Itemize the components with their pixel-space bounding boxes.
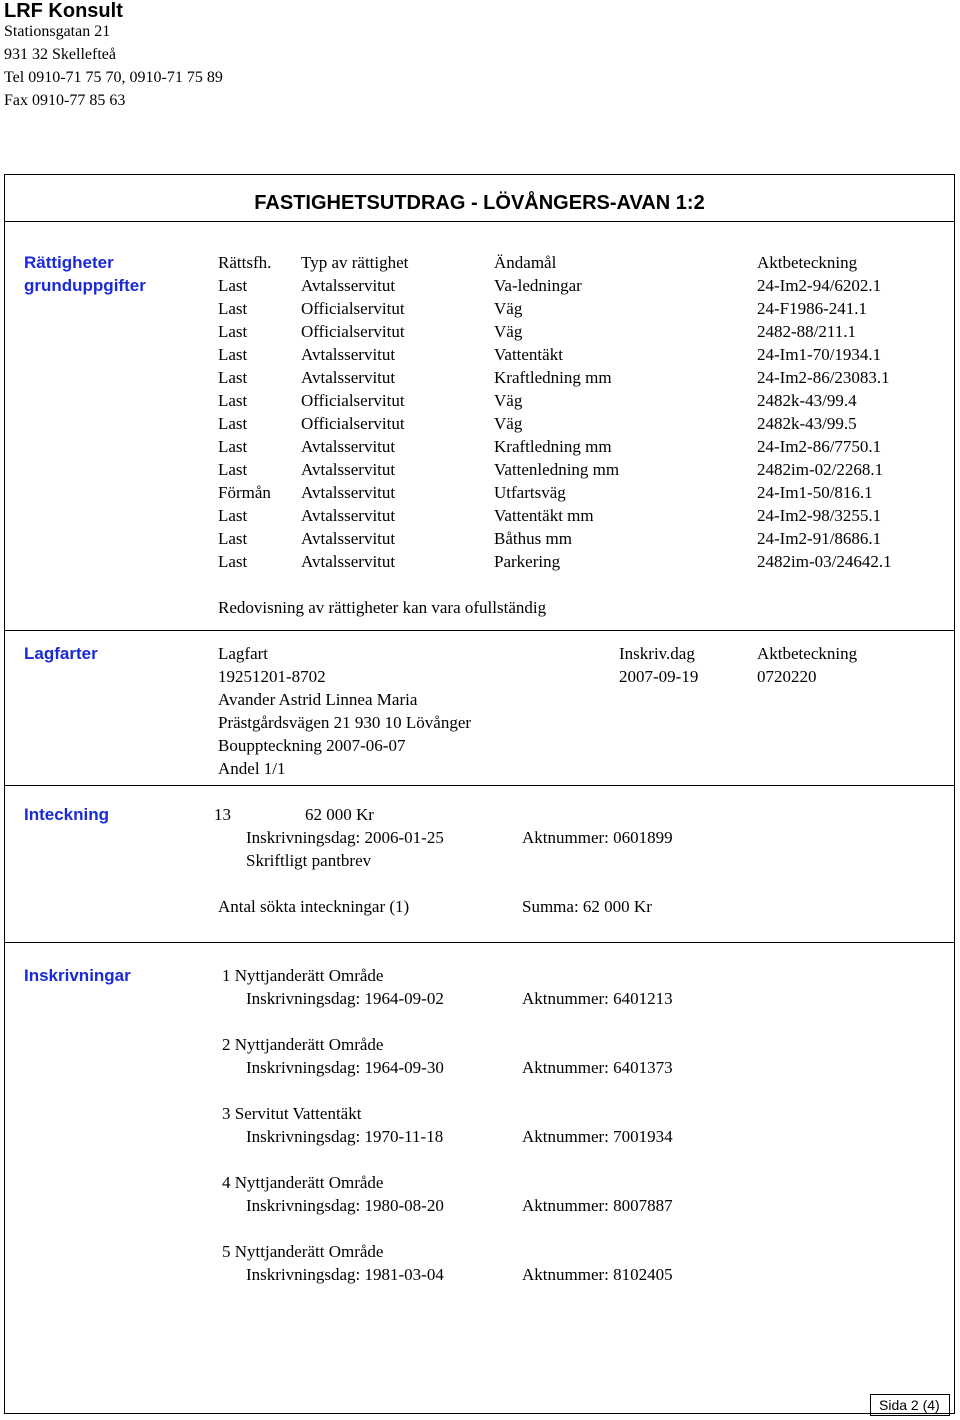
rattsfh-cell: Last — [218, 460, 248, 479]
table-row — [0, 322, 960, 345]
inskrivning-date: Inskrivningsdag: 1964-09-30 — [246, 1058, 444, 1077]
inskrivning-aktnummer: Aktnummer: 8102405 — [522, 1265, 673, 1284]
andamal-cell: Båthus mm — [494, 529, 572, 548]
grunduppgifter-label: grunduppgifter — [24, 276, 146, 295]
andamal-cell: Kraftledning mm — [494, 437, 612, 456]
antal-inteckningar: Antal sökta inteckningar (1) — [218, 897, 410, 916]
andamal-cell: Väg — [494, 414, 523, 433]
rattigheter-note: Redovisning av rättigheter kan vara ofullständig — [218, 598, 547, 617]
andamal-cell: Parkering — [494, 552, 561, 571]
aktbeteckning-header: Aktbeteckning — [757, 644, 858, 663]
aktbeteckning-cell: 24-Im2-86/23083.1 — [757, 368, 890, 387]
andel: Andel 1/1 — [218, 759, 286, 778]
inteckning-aktnummer: Aktnummer: 0601899 — [522, 828, 673, 847]
header-typ: Typ av rättighet — [301, 253, 409, 272]
table-row — [0, 345, 960, 368]
inskrivning-date: Inskrivningsdag: 1964-09-02 — [246, 989, 444, 1008]
page-indicator — [870, 1394, 950, 1416]
rattsfh-cell: Last — [218, 437, 248, 456]
rattsfh-cell: Last — [218, 299, 248, 318]
inskrivdag-header: Inskriv.dag — [619, 644, 695, 663]
rattsfh-cell: Last — [218, 391, 248, 410]
inskrivning-title: 5 Nyttjanderätt Område — [222, 1242, 384, 1261]
inskrivning-title: 4 Nyttjanderätt Område — [222, 1173, 384, 1192]
section-divider — [4, 785, 955, 786]
inskrivning-title: 2 Nyttjanderätt Område — [222, 1035, 384, 1054]
company-fax: Fax 0910-77 85 63 — [4, 92, 126, 109]
aktbeteckning-cell: 24-Im2-98/3255.1 — [757, 506, 882, 525]
lagfarter-label: Lagfarter — [24, 644, 98, 663]
andamal-cell: Utfartsväg — [494, 483, 566, 502]
inskrivning-date: Inskrivningsdag: 1970-11-18 — [246, 1127, 444, 1146]
typ-cell: Avtalsservitut — [301, 483, 396, 502]
typ-cell: Avtalsservitut — [301, 345, 396, 364]
typ-cell: Officialservitut — [301, 414, 405, 433]
bouppteckning: Bouppteckning 2007-06-07 — [218, 736, 406, 755]
andamal-cell: Väg — [494, 391, 523, 410]
andamal-cell: Vattentäkt — [494, 345, 563, 364]
rattsfh-cell: Last — [218, 552, 248, 571]
header-aktbeteckning: Aktbeteckning — [757, 253, 858, 272]
aktbeteckning-cell: 24-F1986-241.1 — [757, 299, 868, 318]
typ-cell: Avtalsservitut — [301, 368, 396, 387]
document-title: FASTIGHETSUTDRAG - LÖVÅNGERS-AVAN 1:2 — [254, 192, 705, 214]
aktbeteckning-cell: 24-Im2-86/7750.1 — [757, 437, 882, 456]
company-address-street: Stationsgatan 21 — [4, 23, 111, 40]
typ-cell: Avtalsservitut — [301, 529, 396, 548]
inskrivning-title: 1 Nyttjanderätt Område — [222, 966, 384, 985]
rattsfh-cell: Last — [218, 322, 248, 341]
table-row — [0, 483, 960, 506]
typ-cell: Avtalsservitut — [301, 437, 396, 456]
aktbeteckning-cell: 24-Im2-91/8686.1 — [757, 529, 882, 548]
lagfart-header: Lagfart — [218, 644, 269, 663]
rattigheter-header-row — [0, 253, 960, 276]
header-rattsfh: Rättsfh. — [218, 253, 272, 272]
inteckning-amount: 62 000 Kr — [305, 805, 374, 824]
rattsfh-cell: Last — [218, 529, 248, 548]
typ-cell: Avtalsservitut — [301, 506, 396, 525]
inskrivningar-label: Inskrivningar — [24, 966, 131, 985]
header-andamal: Ändamål — [494, 253, 557, 272]
andamal-cell: Väg — [494, 299, 523, 318]
table-row — [0, 391, 960, 414]
aktbeteckning-cell: 2482im-03/24642.1 — [757, 552, 892, 571]
typ-cell: Avtalsservitut — [301, 276, 396, 295]
title-bar — [4, 174, 955, 222]
andamal-cell: Vattenledning mm — [494, 460, 620, 479]
company-name: LRF Konsult — [4, 0, 123, 22]
owner-address: Prästgårdsvägen 21 930 10 Lövånger — [218, 713, 472, 732]
typ-cell: Officialservitut — [301, 322, 405, 341]
inteckning-summa: Summa: 62 000 Kr — [522, 897, 652, 916]
table-row — [0, 460, 960, 483]
typ-cell: Officialservitut — [301, 299, 405, 318]
rattsfh-cell: Förmån — [218, 483, 271, 502]
aktbeteckning-cell: 2482im-02/2268.1 — [757, 460, 884, 479]
table-row — [0, 276, 960, 299]
typ-cell: Avtalsservitut — [301, 460, 396, 479]
aktbeteckning-cell: 2482-88/211.1 — [757, 322, 857, 341]
rattigheter-label: Rättigheter — [24, 253, 114, 272]
inskrivning-date: Inskrivningsdag: 1980-08-20 — [246, 1196, 444, 1215]
aktbeteckning-cell: 24-Im1-70/1934.1 — [757, 345, 882, 364]
rattsfh-cell: Last — [218, 345, 248, 364]
table-row — [0, 437, 960, 460]
andamal-cell: Väg — [494, 322, 523, 341]
inteckning-label: Inteckning — [24, 805, 110, 824]
typ-cell: Avtalsservitut — [301, 552, 396, 571]
owner-id: 19251201-8702 — [218, 667, 326, 686]
andamal-cell: Vattentäkt mm — [494, 506, 594, 525]
page-number: Sida 2 (4) — [879, 1397, 940, 1413]
lagfart-date: 2007-09-19 — [619, 667, 699, 686]
table-row — [0, 368, 960, 391]
inteckning-number: 13 — [214, 805, 231, 824]
aktbeteckning-cell: 24-Im2-94/6202.1 — [757, 276, 882, 295]
typ-cell: Officialservitut — [301, 391, 405, 410]
owner-name: Avander Astrid Linnea Maria — [218, 690, 418, 709]
table-row — [0, 299, 960, 322]
table-row — [0, 529, 960, 552]
inskrivning-aktnummer: Aktnummer: 6401373 — [522, 1058, 673, 1077]
table-row — [0, 506, 960, 529]
inskrivning-aktnummer: Aktnummer: 7001934 — [522, 1127, 673, 1146]
rattsfh-cell: Last — [218, 368, 248, 387]
andamal-cell: Va-ledningar — [494, 276, 582, 295]
aktbeteckning-cell: 2482k-43/99.4 — [757, 391, 857, 410]
company-address-city: 931 32 Skellefteå — [4, 46, 116, 63]
inskrivning-title: 3 Servitut Vattentäkt — [222, 1104, 362, 1123]
andamal-cell: Kraftledning mm — [494, 368, 612, 387]
aktbeteckning-cell: 2482k-43/99.5 — [757, 414, 857, 433]
table-row — [0, 414, 960, 437]
inteckning-inskrivningsdag: Inskrivningsdag: 2006-01-25 — [246, 828, 444, 847]
company-phone: Tel 0910-71 75 70, 0910-71 75 89 — [4, 69, 223, 86]
section-divider — [4, 630, 955, 631]
rattsfh-cell: Last — [218, 506, 248, 525]
aktbeteckning-cell: 24-Im1-50/816.1 — [757, 483, 873, 502]
inskrivning-date: Inskrivningsdag: 1981-03-04 — [246, 1265, 444, 1284]
table-row — [0, 552, 960, 575]
section-divider — [4, 942, 955, 943]
lagfart-akt: 0720220 — [757, 667, 817, 686]
inskrivning-aktnummer: Aktnummer: 6401213 — [522, 989, 673, 1008]
inteckning-type: Skriftligt pantbrev — [246, 851, 372, 870]
rattsfh-cell: Last — [218, 276, 248, 295]
inskrivning-aktnummer: Aktnummer: 8007887 — [522, 1196, 673, 1215]
rattsfh-cell: Last — [218, 414, 248, 433]
